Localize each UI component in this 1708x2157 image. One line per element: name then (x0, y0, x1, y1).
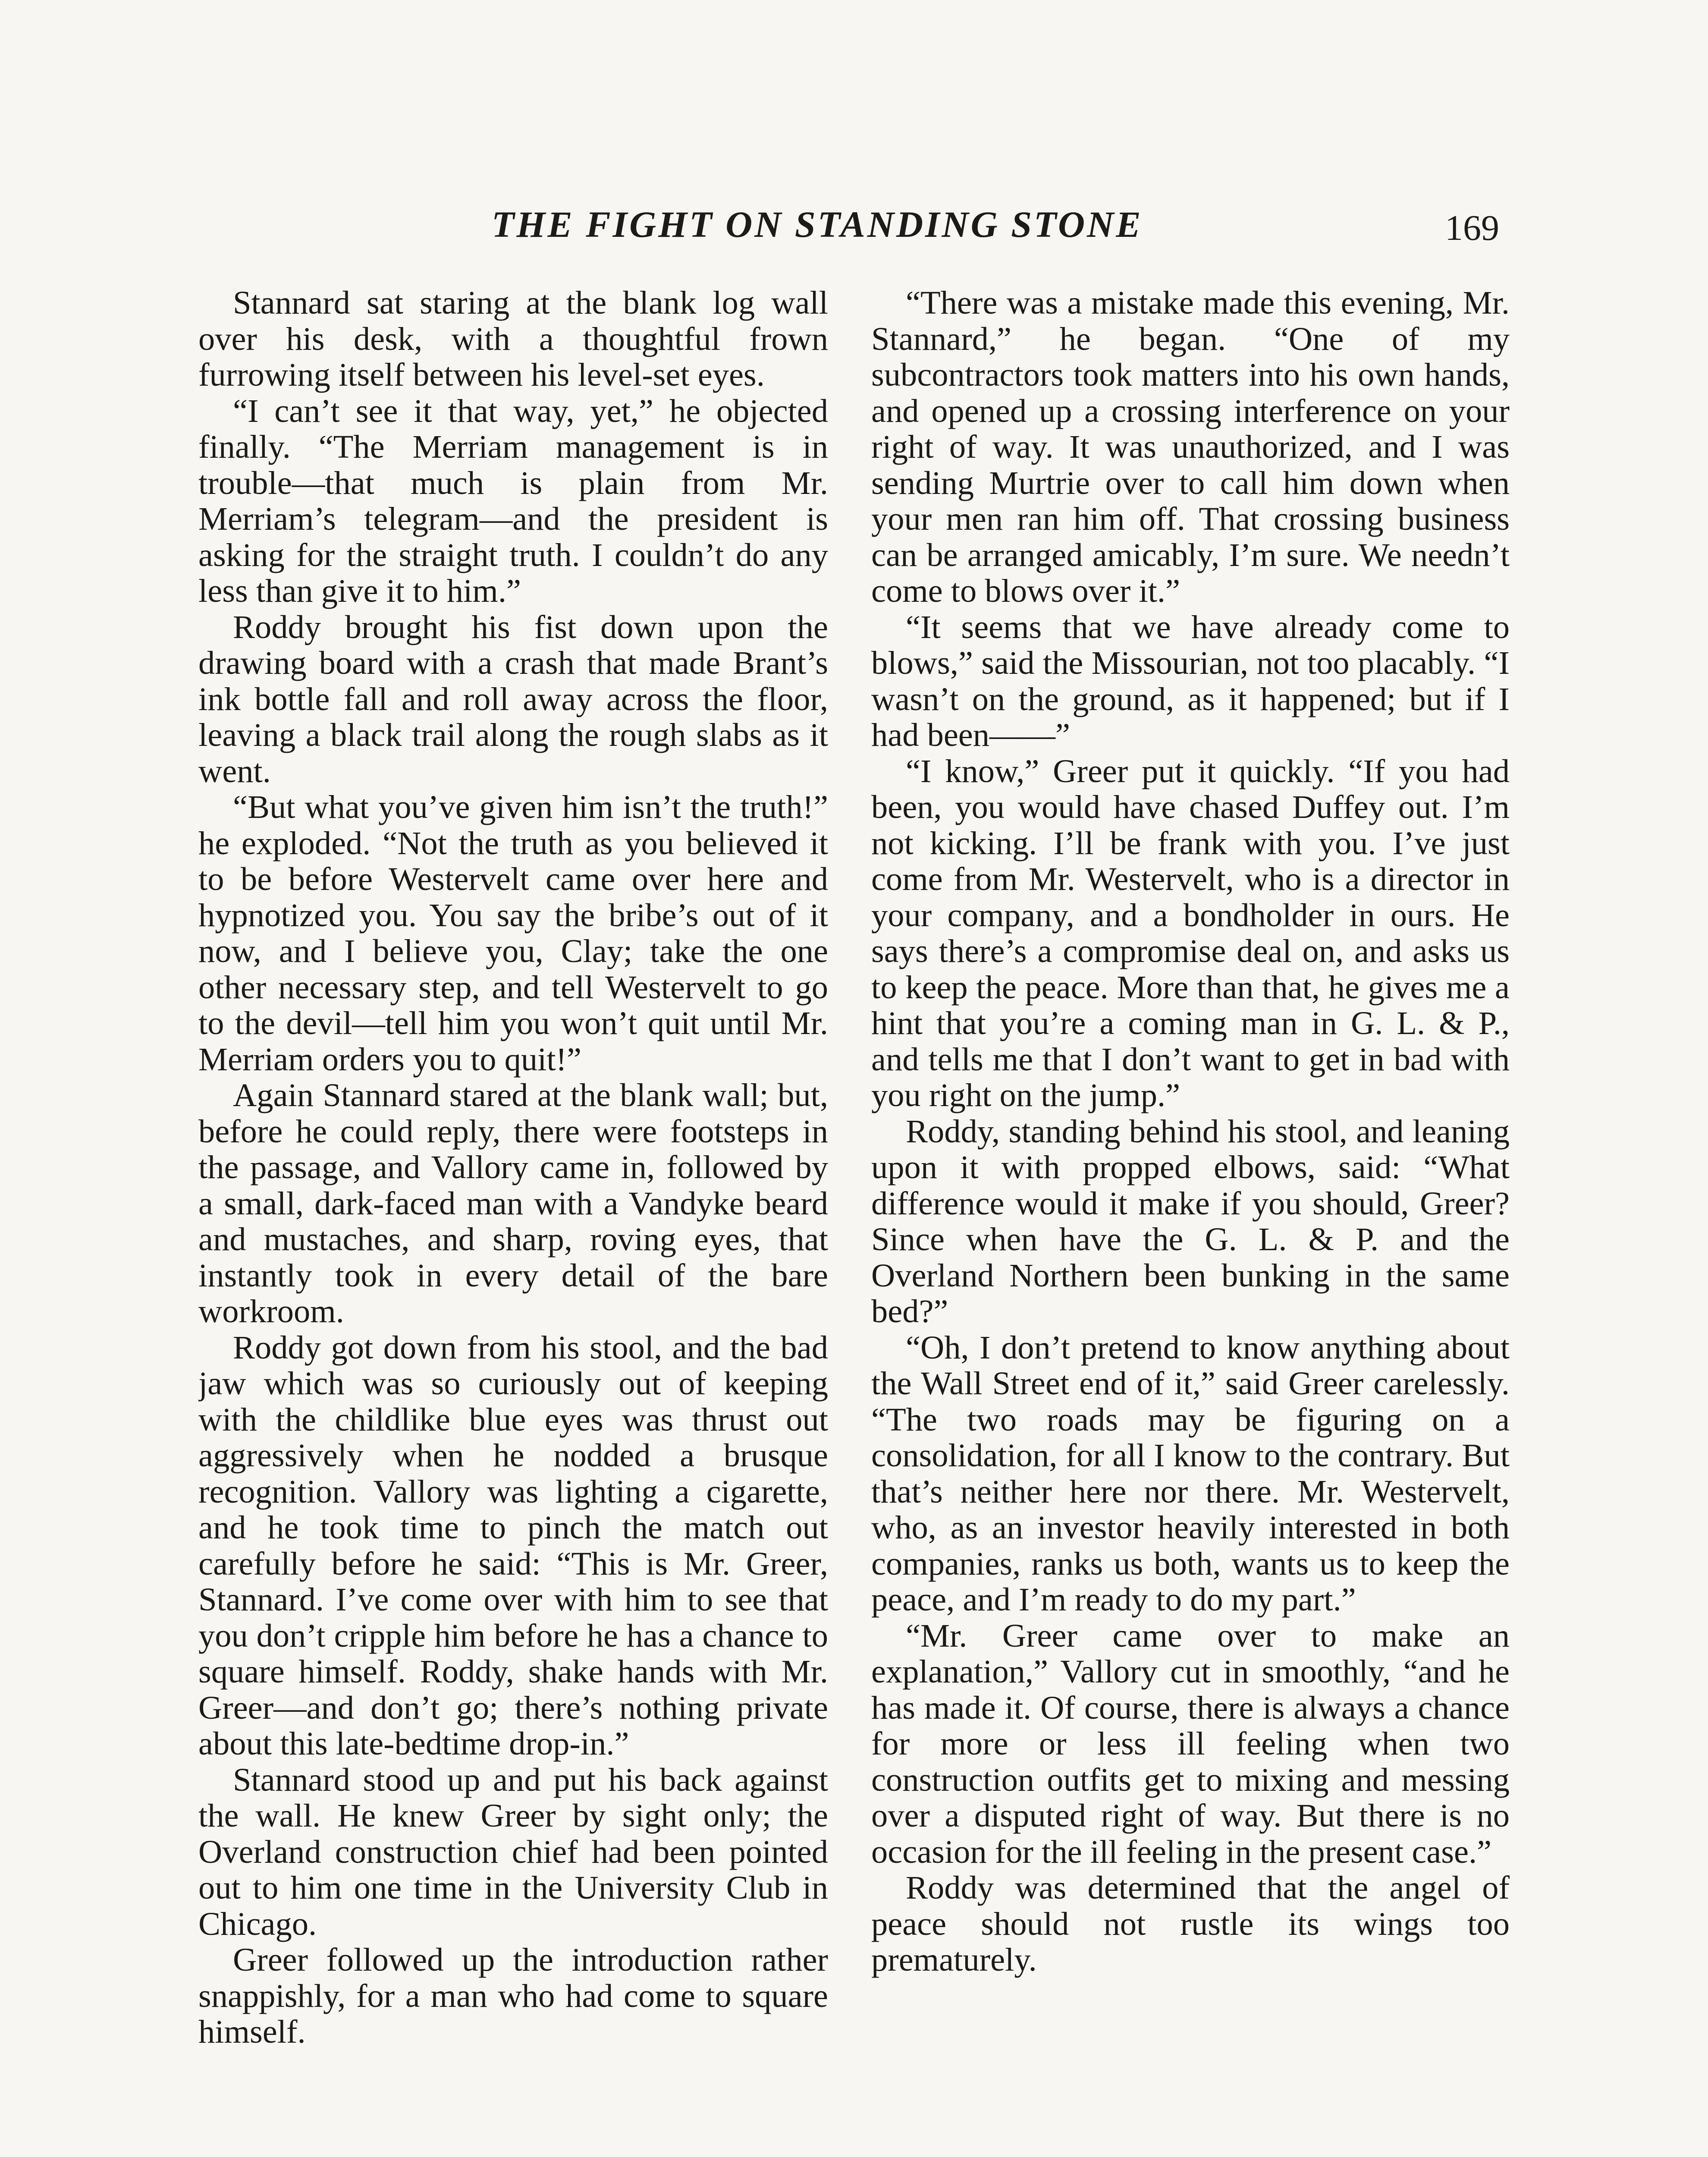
paragraph: “Oh, I don’t pretend to know anything about the Wall Street end of it,” said Greer carelessly. “The two roads may be figuring on a consolidation, for all I know to the contrary. But that’s neither here nor there. Mr. Westervelt, who, as an investor heavily interested in both companies, ranks us both, wants us to keep the peace, and I’m ready to do my part.” (871, 1329, 1510, 1618)
paragraph: Roddy got down from his stool, and the bad jaw which was so curiously out of keeping with the childlike blue eyes was thrust out aggressively when he nodded a brusque recognition. Vallory was lighting a cigarette, and he took time to pinch the match out carefully before he said: “This is Mr. Greer, Stannard. I’ve come over with him to see that you don’t cripple him before he has a chance to square himself. Roddy, shake hands with Mr. Greer—and don’t go; there’s nothing private about this late-bedtime drop-in.” (198, 1329, 828, 1762)
right-text-column (871, 285, 1510, 2157)
paragraph: “But what you’ve given him isn’t the truth!” he exploded. “Not the truth as you believed it to be before Westervelt came over here and hypnotized you. You say the bribe’s out of it now, and I believe you, Clay; take the one other necessary step, and tell Westervelt to go to the devil—tell him you won’t quit until Mr. Merriam orders you to quit!” (198, 789, 828, 1078)
paragraph: Roddy was determined that the angel of peace should not rustle its wings too prematurely. (871, 1869, 1510, 1978)
running-title: THE FIGHT ON STANDING STONE (492, 204, 1143, 245)
paragraph: Again Stannard stared at the blank wall; but, before he could reply, there were footsteps in the passage, and Vallory came in, followed by a small, dark-faced man with a Vandyke beard and mustaches, and sharp, roving eyes, that instantly took in every detail of the bare workroom. (198, 1077, 828, 1330)
paragraph: Greer followed up the introduction rather snappishly, for a man who had come to square himself. (198, 1941, 828, 2050)
left-text-column (198, 285, 828, 2157)
paragraph: “There was a mistake made this evening, Mr. Stannard,” he began. “One of my subcontractors took matters into his own hands, and opened up a crossing interference on your right of way. It was unauthorized, and I was sending Murtrie over to call him down when your men ran him off. That crossing business can be arranged amicably, I’m sure. We needn’t come to blows over it.” (871, 285, 1510, 609)
paragraph: “I can’t see it that way, yet,” he objected finally. “The Merriam management is in trouble—that much is plain from Mr. Merriam’s telegram—and the president is asking for the straight truth. I couldn’t do any less than give it to him.” (198, 392, 828, 609)
paragraph: Stannard stood up and put his back against the wall. He knew Greer by sight only; the Overland construction chief had been pointed out to him one time in the University Club in Chicago. (198, 1761, 828, 1942)
paragraph: Roddy brought his fist down upon the drawing board with a crash that made Brant’s ink bottle fall and roll away across the floor, leaving a black trail along the rough slabs as it went. (198, 608, 828, 789)
paragraph: “Mr. Greer came over to make an explanation,” Vallory cut in smoothly, “and he has made it. Of course, there is always a chance for more or less ill feeling when two construction outfits get to mixing and messing over a disputed right of way. But there is no occasion for the ill feeling in the present case.” (871, 1617, 1510, 1870)
paragraph: “I know,” Greer put it quickly. “If you had been, you would have chased Duffey out. I’m not kicking. I’ll be frank with you. I’ve just come from Mr. Westervelt, who is a director in your company, and a bondholder in ours. He says there’s a compromise deal on, and asks us to keep the peace. More than that, he gives me a hint that you’re a coming man in G. L. & P., and tells me that I don’t want to get in bad with you right on the jump.” (871, 752, 1510, 1113)
paragraph: “It seems that we have already come to blows,” said the Missourian, not too placably. “I wasn’t on the ground, as it happened; but if I had been——” (871, 608, 1510, 753)
page-number: 169 (1445, 208, 1499, 248)
paragraph: Stannard sat staring at the blank log wall over his desk, with a thoughtful frown furrowing itself between his level-set eyes. (198, 285, 828, 393)
paragraph: Roddy, standing behind his stool, and leaning upon it with propped elbows, said: “What difference would it make if you should, Greer? Since when have the G. L. & P. and the Overland Northern been bunking in the same bed?” (871, 1113, 1510, 1330)
